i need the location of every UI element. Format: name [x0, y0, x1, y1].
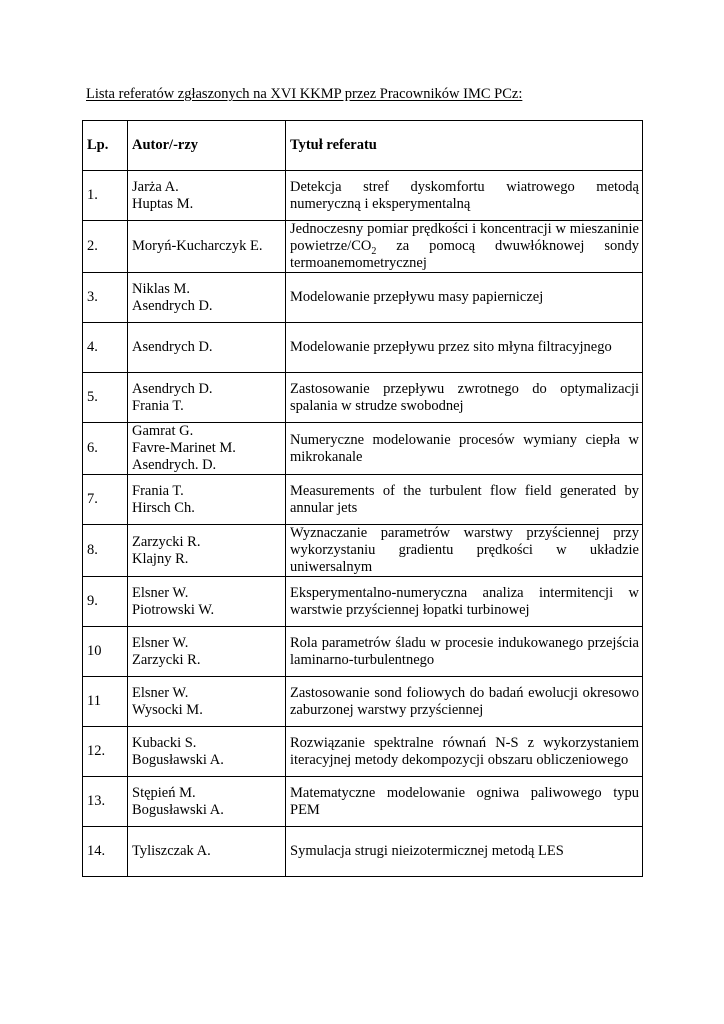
row-title: Zastosowanie sond foliowych do badań ewolucji okresowo zaburzonej warstwy przyściennej — [286, 677, 643, 727]
author-name: Piotrowski W. — [132, 601, 215, 618]
row-number: 14. — [83, 827, 128, 877]
page-title: Lista referatów zgłaszonych na XVI KKMP przez Pracowników IMC PCz: — [86, 86, 523, 102]
row-number: 8. — [83, 525, 128, 577]
table-row — [83, 221, 643, 273]
author-name: Gamrat G. — [132, 423, 194, 439]
row-number: 3. — [83, 273, 128, 323]
title-subscript: 2 — [371, 245, 377, 257]
row-title: Eksperymentalno-numeryczna analiza intermitencji w warstwie przyściennej łopatki turbinowej — [286, 577, 643, 627]
row-authors — [128, 171, 286, 221]
row-authors — [128, 727, 286, 777]
row-title: Measurements of the turbulent flow field generated by annular jets — [286, 475, 643, 525]
row-number: 13. — [83, 777, 128, 827]
author-name: Asendrych. D. — [132, 457, 217, 473]
header-title: Tytuł referatu — [286, 121, 643, 171]
table-row — [83, 323, 643, 373]
row-authors — [128, 323, 286, 373]
table-row — [83, 475, 643, 525]
row-number: 11 — [83, 677, 128, 727]
author-name: Tyliszczak A. — [132, 843, 211, 859]
author-name: Klajny R. — [132, 550, 189, 567]
author-name: Favre-Marinet M. — [132, 440, 236, 456]
row-title: Matematyczne modelowanie ogniwa paliwowego typu PEM — [286, 777, 643, 827]
row-number: 10 — [83, 627, 128, 677]
row-authors — [128, 577, 286, 627]
row-title: Detekcja stref dyskomfortu wiatrowego metodą numeryczną i eksperymentalną — [286, 171, 643, 221]
papers-table — [82, 120, 643, 877]
author-name: Frania T. — [132, 397, 184, 414]
row-number: 2. — [83, 221, 128, 273]
author-name: Bogusławski A. — [132, 801, 224, 818]
row-authors — [128, 677, 286, 727]
table-header-row — [83, 121, 643, 171]
row-title — [286, 221, 643, 273]
row-title: Rozwiązanie spektralne równań N-S z wykorzystaniem iteracyjnej metody dekompozycji obszaru obliczeniowego — [286, 727, 643, 777]
row-authors — [128, 475, 286, 525]
header-author: Autor/-rzy — [128, 121, 286, 171]
row-title: Modelowanie przepływu masy papierniczej — [286, 273, 643, 323]
table-row — [83, 171, 643, 221]
row-title: Wyznaczanie parametrów warstwy przyściennej przy wykorzystaniu gradientu prędkości w układzie uniwersalnym — [286, 525, 643, 577]
author-name: Kubacki S. — [132, 734, 197, 751]
row-authors — [128, 525, 286, 577]
row-authors — [128, 777, 286, 827]
row-number: 6. — [83, 423, 128, 475]
table-row — [83, 827, 643, 877]
author-name: Huptas M. — [132, 195, 194, 212]
table-row — [83, 627, 643, 677]
table-row — [83, 677, 643, 727]
row-authors — [128, 627, 286, 677]
header-lp: Lp. — [83, 121, 128, 171]
author-name: Niklas M. — [132, 280, 190, 297]
title-text: za pomocą dwuwłóknowej sondy termoanemometrycznej — [290, 238, 639, 271]
row-authors — [128, 221, 286, 273]
row-title: Zastosowanie przepływu zwrotnego do optymalizacji spalania w strudze swobodnej — [286, 373, 643, 423]
row-title: Modelowanie przepływu przez sito młyna filtracyjnego — [286, 323, 643, 373]
author-name: Jarża A. — [132, 178, 179, 195]
author-name: Asendrych D. — [132, 380, 213, 397]
row-number: 5. — [83, 373, 128, 423]
author-name: Zarzycki R. — [132, 533, 201, 550]
author-name: Stępień M. — [132, 784, 196, 801]
row-title: Numeryczne modelowanie procesów wymiany ciepła w mikrokanale — [286, 423, 643, 475]
row-title: Rola parametrów śladu w procesie indukowanego przejścia laminarno-turbulentnego — [286, 627, 643, 677]
author-name: Asendrych D. — [132, 339, 213, 355]
author-name: Zarzycki R. — [132, 651, 201, 668]
table-row — [83, 777, 643, 827]
author-name: Moryń-Kucharczyk E. — [132, 238, 263, 254]
row-number: 4. — [83, 323, 128, 373]
row-title: Symulacja strugi nieizotermicznej metodą LES — [286, 827, 643, 877]
author-name: Asendrych D. — [132, 297, 213, 314]
row-authors — [128, 827, 286, 877]
table-row — [83, 577, 643, 627]
author-name: Elsner W. — [132, 584, 189, 601]
row-authors — [128, 373, 286, 423]
author-name: Frania T. — [132, 482, 184, 499]
row-number: 1. — [83, 171, 128, 221]
author-name: Elsner W. — [132, 634, 189, 651]
table-row — [83, 423, 643, 475]
table-row — [83, 273, 643, 323]
row-authors — [128, 273, 286, 323]
author-name: Wysocki M. — [132, 701, 203, 718]
author-name: Bogusławski A. — [132, 751, 224, 768]
author-name: Elsner W. — [132, 684, 189, 701]
row-number: 7. — [83, 475, 128, 525]
table-row — [83, 525, 643, 577]
title-text: Jednoczesny pomiar prędkości i koncentracji w mieszaninie powietrze/CO — [290, 221, 639, 254]
table-row — [83, 373, 643, 423]
row-authors — [128, 423, 286, 475]
row-number: 9. — [83, 577, 128, 627]
author-name: Hirsch Ch. — [132, 499, 195, 516]
table-row — [83, 727, 643, 777]
row-number: 12. — [83, 727, 128, 777]
